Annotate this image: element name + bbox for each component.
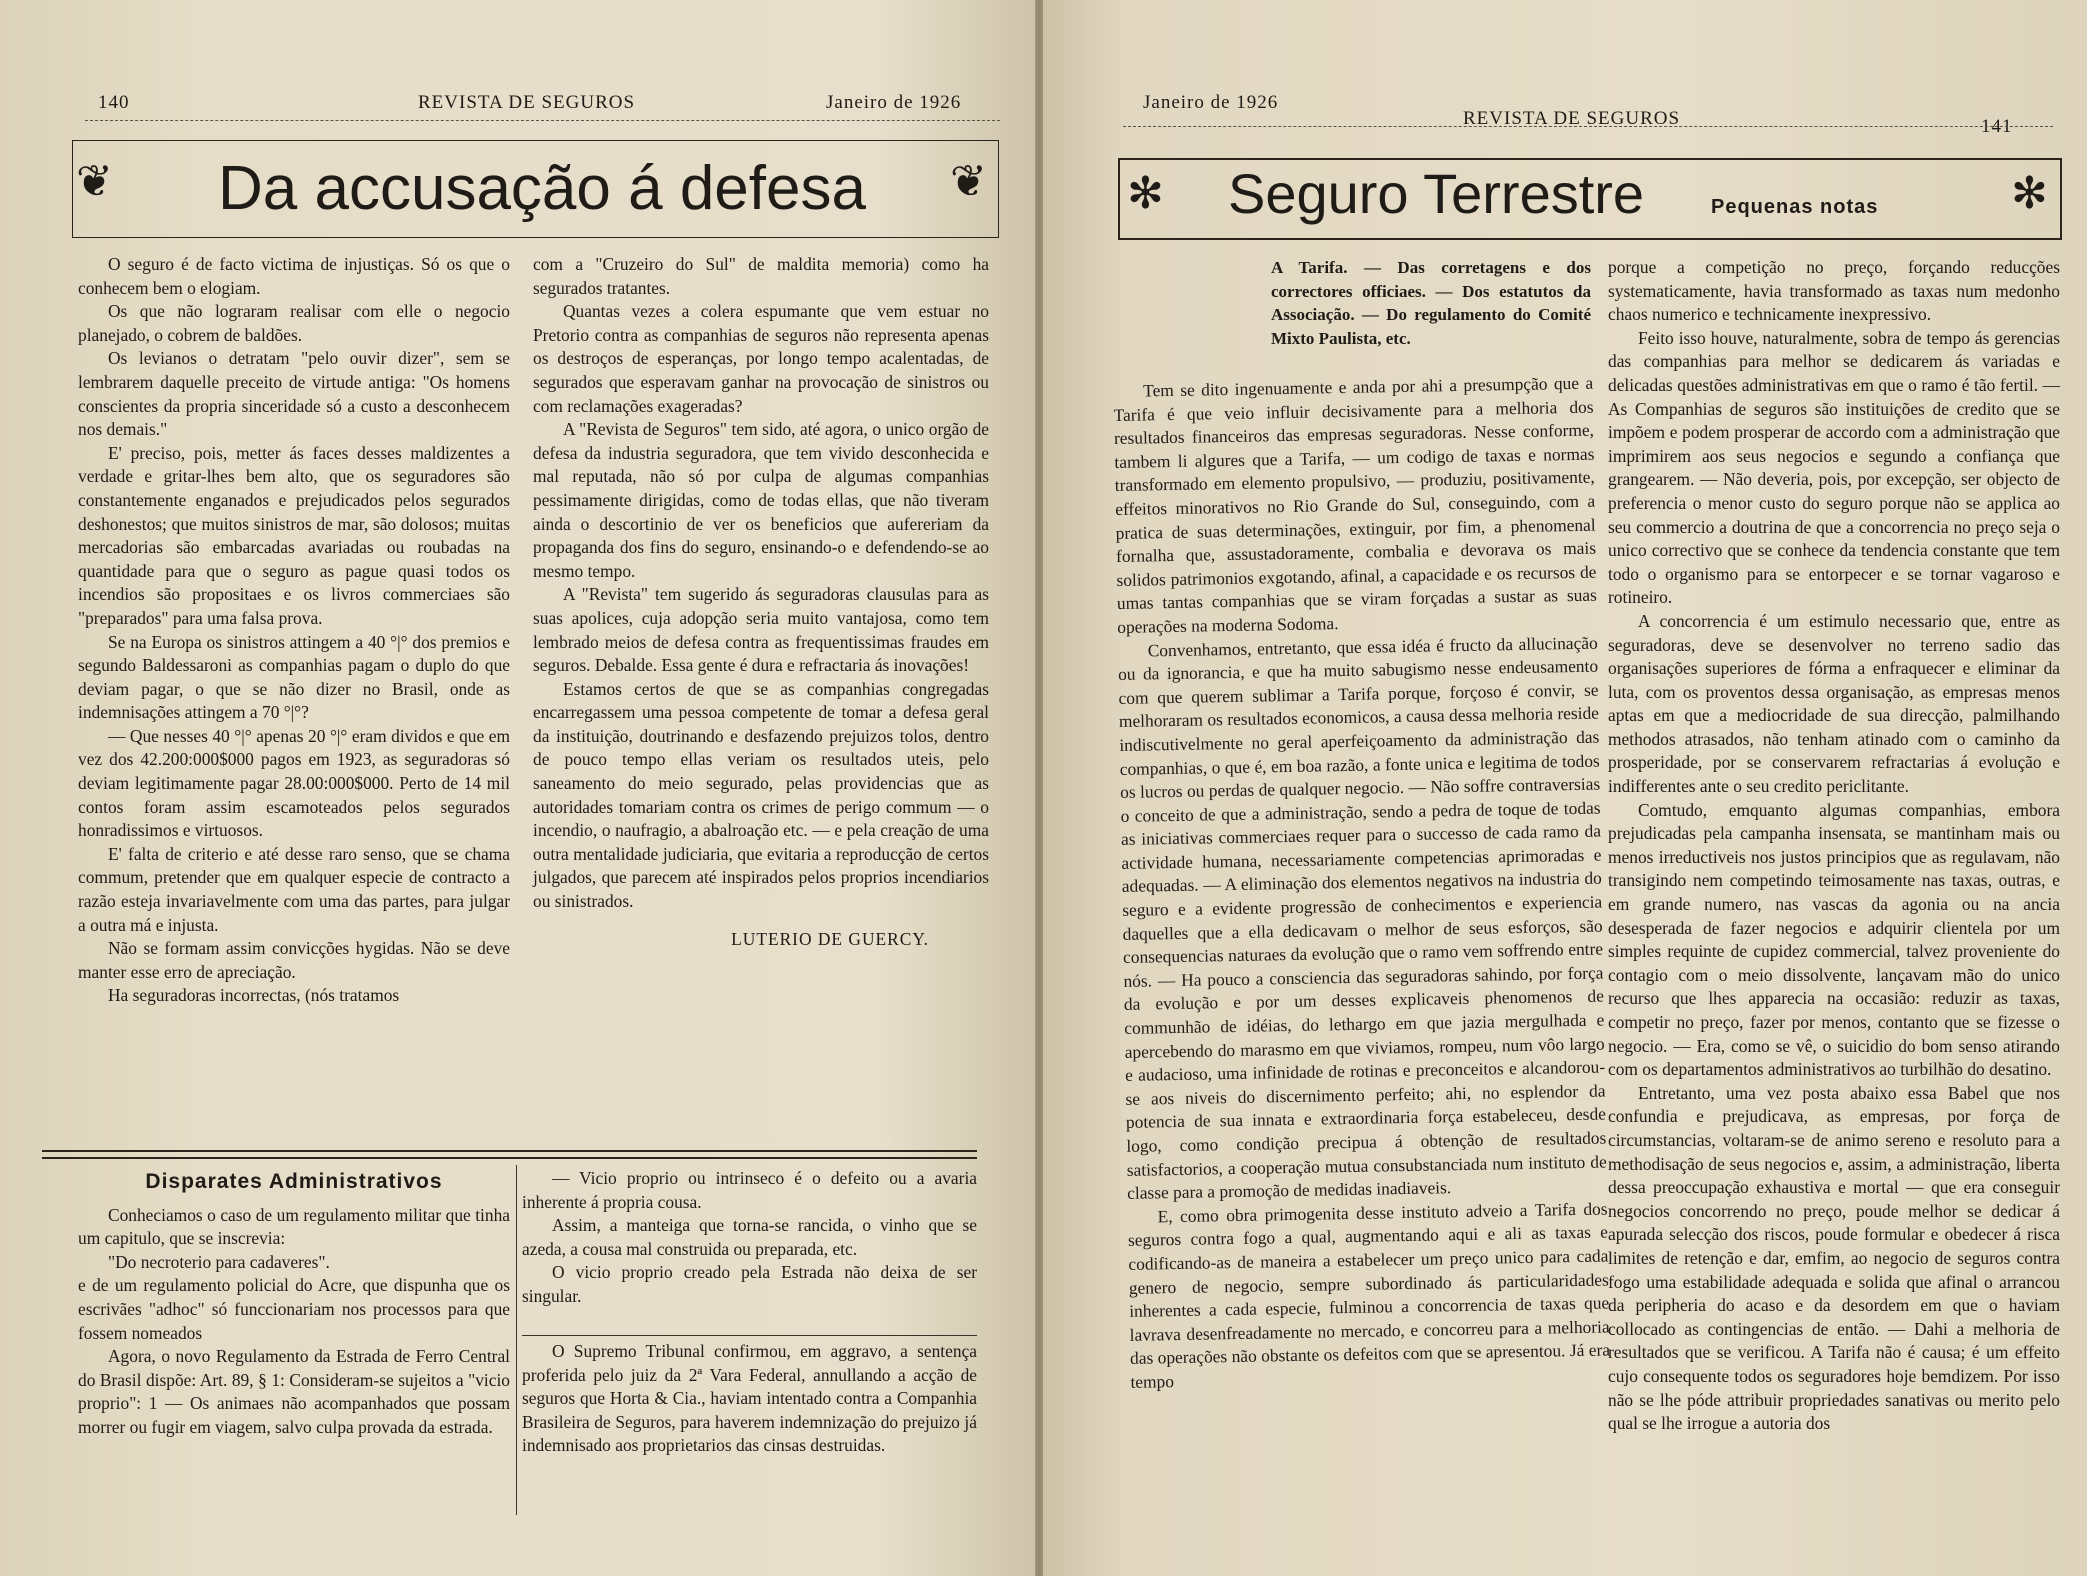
paragraph: O vicio proprio creado pela Estrada não deixa de ser singular. <box>522 1262 977 1306</box>
paragraph: E' preciso, pois, metter ás faces desses maldizentes a verdade e gritar-lhes bem alto, que os seguradores são constantemente enganados e prejudicados pelos segurados deshonestos; que muitos sinistros de mar, são dolosos; muitas mercadorias são embarcadas avariadas ou roubadas na quantidade para que o seguro as pague quasi todos os incendios são propositaes e os livros commerciaes são "preparados" para uma falsa prova. <box>78 442 510 628</box>
article-title: Seguro Terrestre <box>1228 162 1645 225</box>
paragraph: Convenhamos, entretanto, que essa idéa é fructo da allucinação ou da ignorancia, e que ha muito sabugismo nesse endeusamento com que querem sublimar a Tarifa porque, forçoso é convir, se melhoraram os resultados economicos, a causa dessa melhoria reside indiscutivelmente no geral aperfeiçoamento da administração das companhias, o que é, em boa razão, a fonte unica e legitima de todos os lucros ou perdas de qualquer negocio. — Não soffre contraversias o conceito de que a administração, sendo a pedra de toque de todas as iniciativas commerciaes requer para o successo de cada ramo da actividade humana, necessariamente competencias aprimoradas e adequadas. — A eliminação dos elementos negativos na industria do seguro e a evidente progressão de conhecimentos e experiencia daquelles que a ella dedicavam o melhor de seus esforços, são consequencias naturaes da evolução que o ramo vem soffrendo entre nós. — Ha pouco a consciencia das seguradoras sahindo, por força da evolução e por um desses explicaveis phenomenos de communhão de idéias, do lethargo em que jazia mergulhada e apercebendo do marasmo em que viviamos, rompeu, num vôo largo e audacioso, uma infinidade de rotinas e preconceitos e alcandorou-se aos niveis do discernimento perfeito; ahi, no esplendor da potencia de sua innata e extraordinaria força estabeleceu, desde logo, como condição precipua á obtenção de resultados satisfactorios, a cooperação mutua consubstanciada num instituto de classe para a promoção de medidas inadiaveis. <box>1117 632 1607 1204</box>
tribunal-note <box>522 1340 977 1458</box>
right-ornament-icon: ✻ <box>2011 169 2048 218</box>
column-rule <box>516 1165 517 1515</box>
article-tag: Pequenas notas <box>1711 196 1879 218</box>
page-number: 141 <box>1981 116 2013 137</box>
paragraph: Os levianos o detratam "pelo ouvir dizer", sem se lembrarem daquelle preceito de virtude antiga: "Os homens conscientes da propria sinceridade só a custo a desconhecem nos demais." <box>78 348 510 440</box>
paragraph: — Que nesses 40 °|° apenas 20 °|° eram dividos e que em vez dos 42.200:000$000 pagos em 1923, as seguradoras só deviam legitimamente pagar 28.00:000$000. Perto de 14 mil contos foram assim escamoteados pelos segurados honradissimos e virtuosos. <box>78 725 510 841</box>
paragraph: A "Revista" tem sugerido ás seguradoras clausulas para as suas apolices, cuja adopção seria muito vantajosa, como tem lembrado meios de defesa contra as frequentissimas fraudes em seguros. Debalde. Essa gente é dura e refractaria ás inovações! <box>533 584 989 676</box>
right-ornament-icon: ❦ <box>950 157 987 206</box>
paragraph: Conheciamos o caso de um regulamento militar que tinha um capitulo, que se inscrevia: <box>78 1204 510 1249</box>
paragraph: Os que não lograram realisar com elle o negocio planejado, o cobrem de baldões. <box>78 301 510 345</box>
paragraph: Entretanto, uma vez posta abaixo essa Babel que nos confundia e prejudicava, as empresas, por força de circumstancias, voltaram-se de animo sereno e resoluto para a methodisação de seus negocios e, assim, a administração, liberta dessa preoccupação exhaustiva e mortal — que era conseguir negocios concorrendo no preço, poude melhor se dedicar á apurada selecção dos riscos, poude formular e obedecer á risca limites de retenção e dar, emfim, ao negocio de seguros contra fogo uma estabilidade adequada e solida que afinal o arrancou da peripheria do acaso e da desordem em que o haviam collocado as contingencias de então. — Dahi a melhoria de resultados que se verificou. A Tarifa não é causa; é um effeito cujo consequente todos os seguradores hoje bemdizem. Por isso não se lhe póde attribuir propriedades sanativas ou merito pelo qual se lhe irrogue a autoria dos <box>1608 1082 2060 1434</box>
paragraph: Se na Europa os sinistros attingem a 40 °|° dos premios e segundo Baldessaroni as companhias pagam o duplo do que deviam pagar, o que se não dizer no Brasil, onde as indemnisações attingem a 70 °|°? <box>78 631 510 723</box>
item-rule <box>522 1335 977 1336</box>
paragraph: O Supremo Tribunal confirmou, em aggravo, a sentença proferida pelo juiz da 2ª Vara Federal, annullando a acção de seguros que Horta & Cia., haviam intentado contra a Companhia Brasileira de Seguros, para haverem indemnização do prejuizo já indemnisado aos proprietarios das cinsas destruidas. <box>522 1341 977 1456</box>
section-title: Disparates Administrativos <box>145 1170 443 1193</box>
paragraph: Agora, o novo Regulamento da Estrada de Ferro Central do Brasil dispõe: Art. 89, § 1: Consideram-se sujeitos a "vicio proprio": 1 — Os animaes não acompanhados que possam morrer ou fugir em viagem, salvo culpa provada da estrada. <box>78 1346 510 1437</box>
paragraph: — Vicio proprio ou intrinseco é o defeito ou a avaria inherente á propria cousa. <box>522 1168 977 1212</box>
article-summary <box>1271 256 1591 350</box>
section-divider <box>522 1150 977 1159</box>
page-number: 140 <box>98 92 130 113</box>
paragraph: A "Revista de Seguros" tem sido, até agora, o unico orgão de defesa da industria seguradora, que tem vivido desconhecida e mal reputada, não só por culpa de algumas companhias pessimamente dirigidas, como de todas ellas, que não tiveram ainda o descortinio de ver os beneficios que aufereriam da propaganda dos fins do seguro, ensinando-o e defendendo-se ao mesmo tempo. <box>533 419 989 581</box>
paragraph: E' falta de criterio e até desse raro senso, que se chama commum, pretender que em qualquer especie de contracto a razão esteja invariavelmente com uma das partes, para julgar a outra má e injusta. <box>78 843 510 935</box>
paragraph: porque a competição no preço, forçando reducções systematicamente, havia transformado as taxas num medonho chaos numerico e technicamente inexpressivo. <box>1608 257 2060 325</box>
article-column-1 <box>1113 372 1611 1395</box>
paragraph: Assim, a manteiga que torna-se rancida, o vinho que se azeda, a cousa mal construida ou preparada, etc. <box>522 1215 977 1259</box>
article-column-2 <box>1608 256 2060 1436</box>
disparates-column-1 <box>78 1170 510 1440</box>
section-divider <box>42 1150 532 1159</box>
running-title: REVISTA DE SEGUROS <box>1463 108 1681 129</box>
disparates-column-2 <box>522 1167 977 1309</box>
paragraph: Feito isso houve, naturalmente, sobra de tempo ás gerencias das companhias para melhor se dedicarem ás variadas e delicadas questões administrativas em que o ramo é tão fertil. — As Companhias de seguros são instituições de credito que se impõem e podem prosperar de accordo com a administração que imprimirem aos seus negocios e segundo a confiança que grangearem. — Não deveria, pois, por excepção, ser objecto de preferencia o menor custo do seguro porque não se applica ao seu commercio a doutrina de que a concorrencia no preço seja o unico correctivo que se conhece da tendencia constante que tem todo o organismo para se entorpecer e se tornar vagaroso e rotineiro. <box>1608 327 2060 608</box>
paragraph: "Do necroterio para cadaveres". <box>108 1251 330 1272</box>
paragraph: A concorrencia é um estimulo necessario que, entre as seguradoras, deve se desenvolver no terreno sadio das organisações superiores de fórma a enfraquecer e eliminar da luta, com os proventos dessa organisação, as empresas menos aptas em que a mediocridade de sua direcção, palmilhando methodos atrasados, não tenham atinado com o caminho da prosperidade, por se conservarem refractarias á evolução e indifferentes ante o seu credito periclitante. <box>1608 610 2060 797</box>
author-signature: LUTERIO DE GUERCY. <box>731 928 929 949</box>
right-page <box>1043 0 2087 1576</box>
paragraph: Não se formam assim convicções hygidas. Não se deve manter esse erro de apreciação. <box>78 938 510 982</box>
paragraph: E, como obra primogenita desse instituto adveio a Tarifa dos seguros contra fogo a qual, augmentando aqui e ali as taxas e codificando-as de maneira a estabelecer um preço unico para cada genero de negocio, sempre subordinado ás particularidades inherentes a cada especie, fulminou a concorrencia de taxas que lavrava desenfreadamente no mercado, e concorreu para a melhoria das operações não obstante os defeitos com que se apresentou. Já era tempo <box>1127 1198 1611 1392</box>
header-rule <box>1123 126 2053 127</box>
paragraph: O seguro é de facto victima de injustiças. Só os que o conhecem bem o elogiam. <box>78 254 510 298</box>
summary-text: A Tarifa. — Das corretagens e dos correctores officiaes. — Dos estatutos da Associação. — Do regulamento do Comité Mixto Paulista, etc. <box>1271 258 1591 348</box>
left-ornament-icon: ✻ <box>1127 169 1164 218</box>
paragraph: Estamos certos de que se as companhias congregadas encarregassem uma pessoa competente de tomar a defesa geral da instituição, doutrinando e desfazendo prejuizos tolos, dentro de pouco tempo ellas veriam os resultados uteis, pelo saneamento do meio segurado, pelas providencias que as autoridades tomariam contra os crimes de perigo commum — o incendio, o naufragio, a abalroação etc. — e pela creação de uma outra mentalidade judiciaria, que evitaria a reproducção de certos julgados, que parecem até inspirados pelos proprios incendiarios ou sinistrados. <box>533 678 989 912</box>
article-column-1 <box>78 253 510 1008</box>
paragraph: Quantas vezes a colera espumante que vem estuar no Pretorio contra as companhias de seguros não representa apenas os destroços de esperanças, por longo tempo acalentadas, de segurados que esperavam ganhar na provocação de sinistros ou com reclamações exageradas? <box>533 301 989 416</box>
header-rule <box>85 120 1000 121</box>
paragraph: Comtudo, emquanto algumas companhias, embora prejudicadas pela campanha insensata, se mantinham mais ou menos irreductiveis nos justos principios que as regulavam, não transigindo nem competindo teimosamente nas taxas, outras, e em grande numero, nas vascas da agonia ou na ancia desesperada de fazer negocios e adquirir clientela por um simples requinte de cupidez commercial, talvez proveniente do contagio com o meio dissolvente, lançavam mão do unico recurso que lhes apparecia na occasião: reduzir as taxas, competir no preço, fazer por menos, contanto que se fizesse o negocio. — Era, como se vê, o suicidio do bom senso atirando com os departamentos administrativos ao turbilhão do desatino. <box>1608 799 2060 1080</box>
article-title: Da accusação á defesa <box>218 154 866 223</box>
paragraph: com a "Cruzeiro do Sul" de maldita memoria) como ha segurados tratantes. <box>533 254 989 298</box>
left-page <box>0 0 1035 1576</box>
issue-date: Janeiro de 1926 <box>826 92 962 113</box>
paragraph: Ha seguradoras incorrectas, (nós tratamos <box>108 985 400 1006</box>
issue-date: Janeiro de 1926 <box>1143 92 1279 113</box>
article-column-2 <box>533 253 989 951</box>
left-ornament-icon: ❦ <box>76 157 113 206</box>
paragraph: Tem se dito ingenuamente e anda por ahi a presumpção que a Tarifa é que veio influir decisivamente para a melhoria dos resultados financeiros das empresas seguradoras. Nesse conforme, tambem li algures que a Tarifa, — um codigo de taxas e normas transformado em elemento propulsivo, — produziu, positivamente, effeitos minorativos no Rio Grande do Sul, conseguindo, com a pratica de suas determinações, extinguir, por fim, a phenomenal fornalha que, assustadoramente, combalia e devorava os mais solidos patrimonios exgotando, afinal, a capacidade e os recursos de umas tantas companhias que se viram forçadas a sustar as suas operações na moderna Sodoma. <box>1113 372 1597 637</box>
running-title: REVISTA DE SEGUROS <box>418 92 636 113</box>
paragraph: e de um regulamento policial do Acre, que dispunha que os escrivães "adhoc" só funccionariam nos processos para que fossem nomeados <box>78 1275 510 1343</box>
